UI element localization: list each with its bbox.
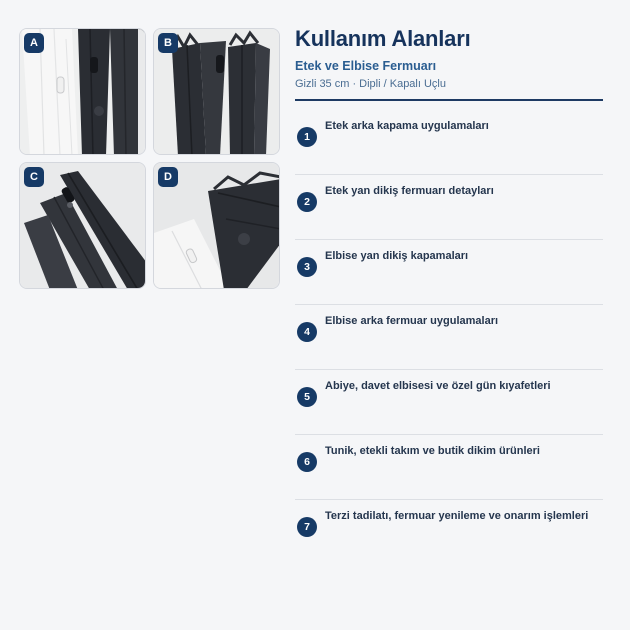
product-subtitle: Etek ve Elbise Fermuarı bbox=[295, 59, 437, 73]
item-number-badge: 4 bbox=[297, 322, 317, 342]
image-tile-b[interactable] bbox=[153, 28, 280, 155]
item-number-badge: 2 bbox=[297, 192, 317, 212]
item-text: Abiye, davet elbisesi ve özel gün kıyafetleri bbox=[325, 380, 551, 392]
list-item bbox=[295, 240, 603, 305]
image-tile-d[interactable] bbox=[153, 162, 280, 289]
list-item bbox=[295, 175, 603, 240]
list-item bbox=[295, 500, 603, 565]
image-tile-c[interactable] bbox=[19, 162, 146, 289]
item-number-badge: 5 bbox=[297, 387, 317, 407]
usage-list bbox=[295, 110, 603, 565]
item-text: Tunik, etekli takım ve butik dikim ürünleri bbox=[325, 445, 540, 457]
item-text: Etek yan dikiş fermuarı detayları bbox=[325, 185, 494, 197]
item-number-badge: 6 bbox=[297, 452, 317, 472]
item-text: Elbise yan dikiş kapamaları bbox=[325, 250, 469, 262]
item-number-badge: 7 bbox=[297, 517, 317, 537]
page-title: Kullanım Alanları bbox=[295, 26, 471, 51]
item-number-badge: 1 bbox=[297, 127, 317, 147]
list-item bbox=[295, 110, 603, 175]
image-tile-a[interactable] bbox=[19, 28, 146, 155]
image-label-badge: B bbox=[158, 33, 178, 53]
item-text: Elbise arka fermuar uygulamaları bbox=[325, 315, 499, 327]
list-item bbox=[295, 435, 603, 500]
item-text: Terzi tadilatı, fermuar yenileme ve onarım işlemleri bbox=[325, 510, 589, 522]
item-number-badge: 3 bbox=[297, 257, 317, 277]
list-item bbox=[295, 370, 603, 435]
image-label-badge: C bbox=[24, 167, 44, 187]
usage-panel bbox=[295, 24, 603, 565]
image-label-badge: A bbox=[24, 33, 44, 53]
image-label-badge: D bbox=[158, 167, 178, 187]
product-image-grid bbox=[19, 28, 281, 290]
product-spec: Gizli 35 cm · Dipli / Kapalı Uçlu bbox=[295, 78, 446, 90]
list-item bbox=[295, 305, 603, 370]
title-divider bbox=[295, 99, 603, 101]
item-text: Etek arka kapama uygulamaları bbox=[325, 120, 489, 132]
